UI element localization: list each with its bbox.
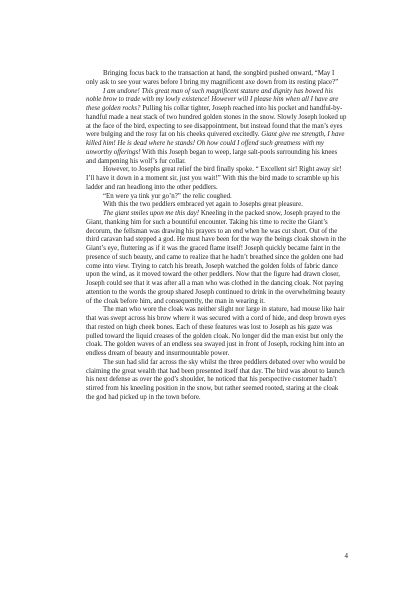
text-run: Bringing focus back to the transaction at hand, the songbird pushed onward, “May I only ask to see your wares before I bring my magnificent axe down from its resting place?” <box>86 70 339 86</box>
body-text <box>86 70 348 403</box>
text-run: “En were ya tink yur go’n?” the relic coughed. <box>103 192 232 200</box>
paragraph <box>86 70 348 88</box>
paragraph <box>86 359 348 403</box>
paragraph <box>86 88 348 167</box>
text-run: Pulling his collar tighter, Joseph reached into his pocket and handful-by-handful made a neat stack of two hundred golden stones in the snow. Slowly Joseph looked up at the face of the bird, expecting to see disappointment, but instead found that the man’s eyes were bulging and the rosy fat on his cheeks quivered excitedly. <box>86 105 347 139</box>
text-run: With this Joseph began to weep, large salt-pools surrounding his knees and dampening his wolf’s fur collar. <box>86 148 338 165</box>
text-run: The man who wore the cloak was neither slight nor large in stature, had mouse like hair that was swept across his brow where it was secured with a cord of hide, and deep brown eyes that rested on high cheek bones. Each of these features was lost to Joseph as his gaze was pulled toward the liquid creases of the golden cloak. No longer did the man exist but only the cloak. The golden waves of an endless sea swayed just in front of Joseph, rocking him into an endless dream of beauty and insurmountable power. <box>86 306 346 357</box>
paragraph <box>86 210 348 306</box>
italic-text-run: The giant smiles upon me this day! <box>103 210 200 217</box>
paragraph <box>86 166 348 192</box>
text-run: However, to Josephs great relief the bird finally spoke. “ Excellent sir! Right away sir! I’ll have it down in a moment sir, just you wait!” With this the bird made to scramble up his ladder and ran headlong into the other peddlers. <box>86 166 342 191</box>
text-run: With this the two peddlers embraced yet again to Josephs great pleasure. <box>103 201 303 209</box>
text-run: Kneeling in the packed snow, Joseph prayed to the Giant, thanking him for such a bountiful encounter. Taking his time to recite the Giant’s decorum, the fellsman was drawing his prayers to an end when he was cut short. Out of the third caravan had stepped a god. He must have been for the way the beings cloak shown in the Giant’s eye, fluttering as if it was the graced flame itself! Joseph quickly became faint in the presence of such beauty, and came to realize that he hadn’t breathed since the golden one had come into view. Trying to catch his breath, Joseph watched the golden folds of fabric dance upon the wind, as it moved toward the other peddlers. Now that the figure had drawn closer, Joseph could see that it was after all a man who was clothed in the dancing cloak. Not paying attention to the words the group shared Joseph continued to drink in the overwhelming beauty of the cloak before him, and consequently, the man in wearing it. <box>86 210 347 305</box>
page-number: 4 <box>344 552 348 560</box>
text-run: The sun had slid far across the sky whilst the three peddlers debated over who would be claiming the great wealth that had been presented itself that day. The bird was about to launch his next defense as over the god’s shoulder, he noticed that his perspective customer hadn’t stirred from his kneeling position in the snow, but rather seemed rooted, staring at the cloak the god had picked up in the town before. <box>86 358 346 401</box>
paragraph <box>86 201 348 210</box>
paragraph <box>86 306 348 359</box>
paragraph <box>86 193 348 202</box>
italic-text-run: Giant give me strength, I have killed him! He is dead where he stands! Oh how could I offend such greatness with my unworthy offerings! <box>86 131 345 156</box>
italic-text-run: I am undone! This great man of such magnificent stature and dignity has bowed his noble brow to trade with my lowly existence! However will I please him when all I have are these golden rocks? <box>86 87 339 112</box>
